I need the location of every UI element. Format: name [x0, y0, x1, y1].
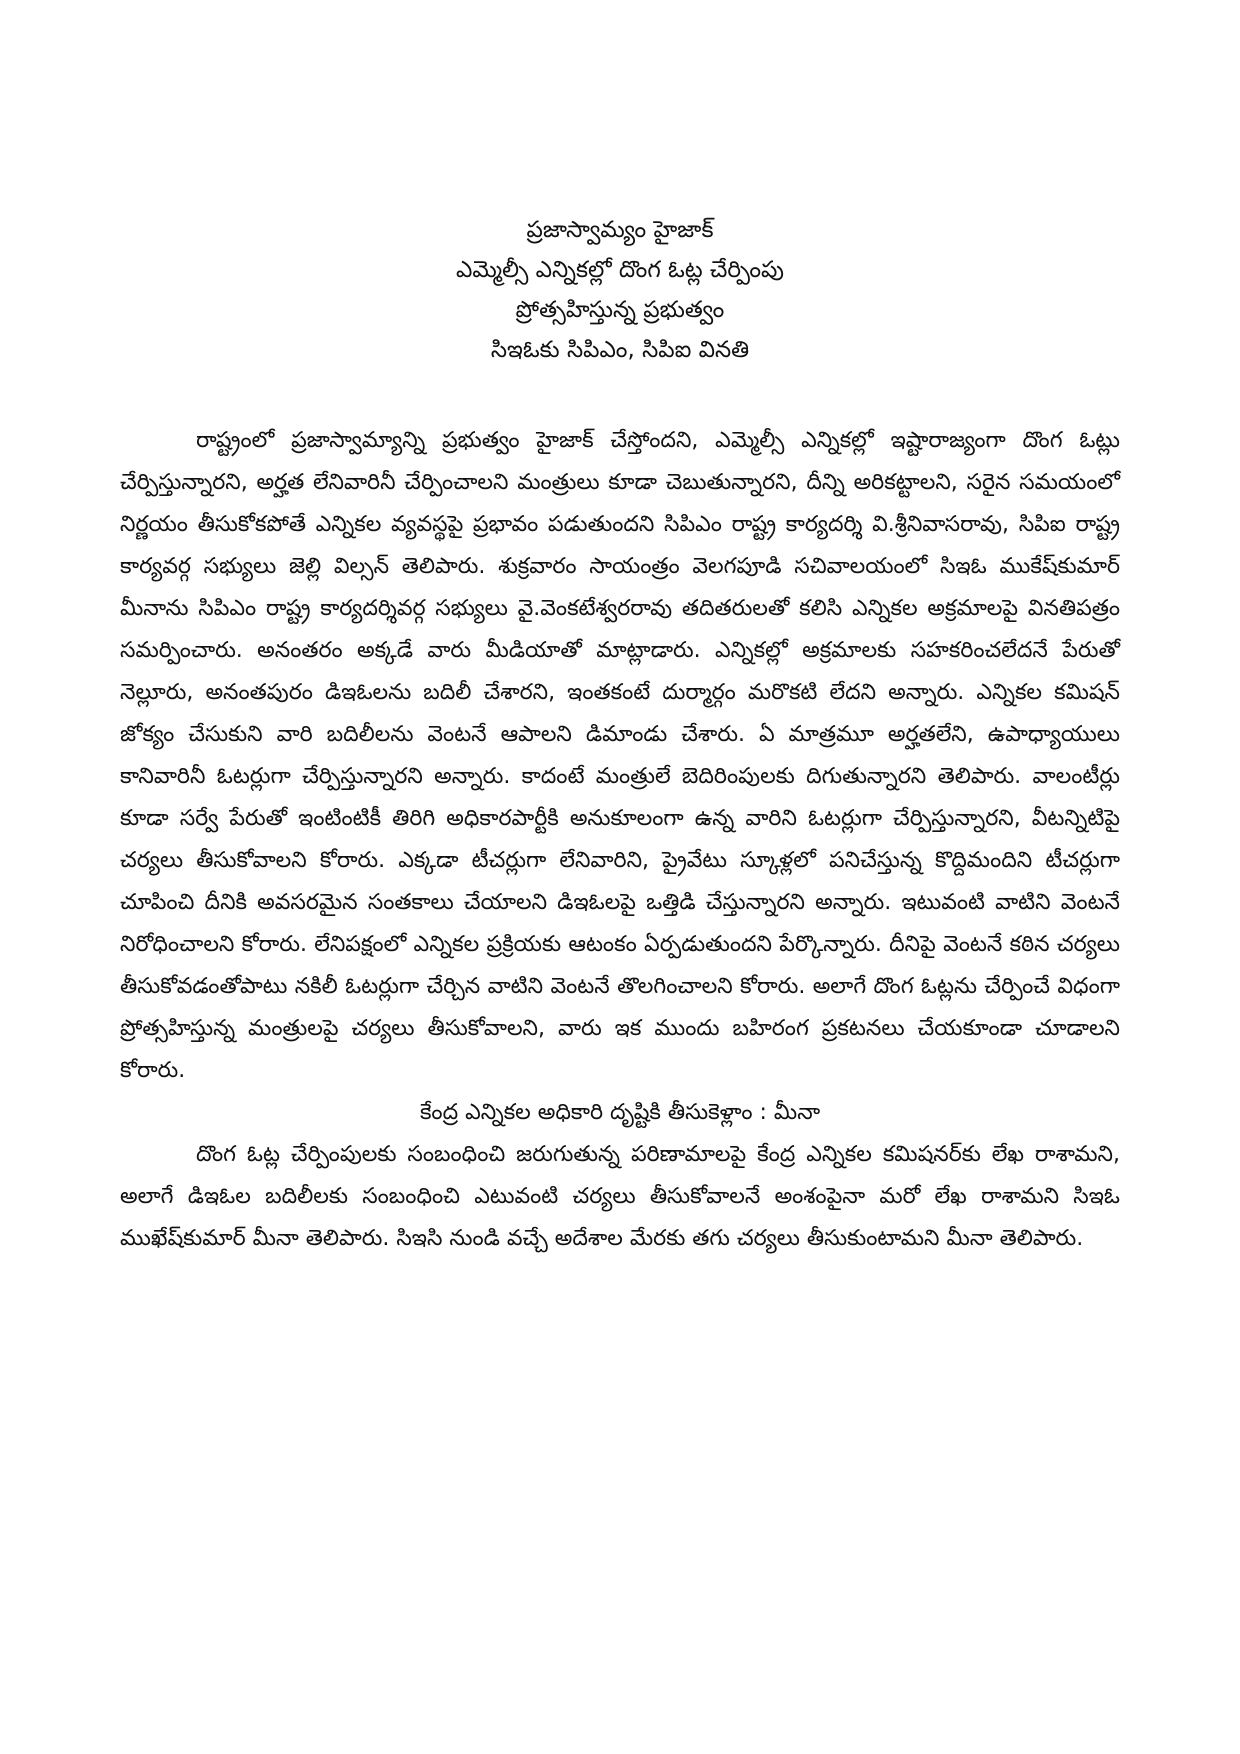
- headline-block: [120, 210, 1120, 370]
- headline-sub-1: ఎమ్మెల్సీ ఎన్నికల్లో దొంగ ఓట్ల చేర్పింపు: [456, 257, 784, 283]
- headline-sub-3: సిఇఓకు సిపిఎం, సిపిఐ వినతి: [490, 337, 750, 363]
- section-subheading: కేంద్ర ఎన్నికల అధికారి దృష్టికి తీసుకెళ్లాం : మీనా: [419, 1100, 821, 1125]
- body-paragraph-2: దొంగ ఓట్ల చేర్పింపులకు సంబంధించి జరుగుతున్న పరిణామాలపై కేంద్ర ఎన్నికల కమిషనర్‌కు లేఖ రాశామని, అలాగే డిఇఓల బదిలీలకు సంబంధించి ఎటువంటి చర్యలు తీసుకోవాలనే అంశంపైనా మరో లేఖ రాశామని సిఇఓ ముఖేష్‌కుమార్ మీనా తెలిపారు. సిఇసి నుండి వచ్చే అదేశాల మేరకు తగు చర్యలు తీసుకుంటామని మీనా తెలిపారు.: [120, 1142, 1120, 1251]
- headline-sub-2: ప్రోత్సహిస్తున్న ప్రభుత్వం: [515, 297, 725, 323]
- headline-main: ప్రజాస్వామ్యం హైజాక్: [526, 217, 714, 243]
- body-paragraph-1: రాష్ట్రంలో ప్రజాస్వామ్యాన్ని ప్రభుత్వం హైజాక్ చేస్తోందని, ఎమ్మెల్సీ ఎన్నికల్లో ఇష్టారాజ్యంగా దొంగ ఓట్లు చేర్పిస్తున్నారని, అర్హత లేనివారినీ చేర్పించాలని మంత్రులు కూడా చెబుతున్నారని, దీన్ని అరికట్టాలని, సరైన సమయంలో నిర్ణయం తీసుకోకపోతే ఎన్నికల వ్యవస్థపై ప్రభావం పడుతుందని సిపిఎం రాష్ట్ర కార్యదర్శి వి.శ్రీనివాసరావు, సిపిఐ రాష్ట్ర కార్యవర్గ సభ్యులు జెల్లి విల్సన్ తెలిపారు. శుక్రవారం సాయంత్రం వెలగపూడి సచివాలయంలో సిఇఓ ముకేష్‌కుమార్ మీనాను సిపిఎం రాష్ట్ర కార్యదర్శివర్గ సభ్యులు వై.వెంకటేశ్వరరావు తదితరులతో కలిసి ఎన్నికల అక్రమాలపై వినతిపత్రం సమర్పించారు. అనంతరం అక్కడే వారు మీడియాతో మాట్లాడారు. ఎన్నికల్లో అక్రమాలకు సహకరించలేదనే పేరుతో నెల్లూరు, అనంతపురం డిఇఓలను బదిలీ చేశారని, ఇంతకంటే దుర్మార్గం మరొకటి లేదని అన్నారు. ఎన్నికల కమిషన్ జోక్యం చేసుకుని వారి బదిలీలను వెంటనే ఆపాలని డిమాండు చేశారు. ఏ మాత్రమూ అర్హతలేని, ఉపాధ్యాయులు కానివారినీ ఓటర్లుగా చేర్పిస్తున్నారని అన్నారు. కాదంటే మంత్రులే బెదిరింపులకు దిగుతున్నారని తెలిపారు. వాలంటీర్లు కూడా సర్వే పేరుతో ఇంటింటికీ తిరిగి అధికారపార్టీకి అనుకూలంగా ఉన్న వారిని ఓటర్లుగా చేర్పిస్తున్నారని, వీటన్నిటిపై చర్యలు తీసుకోవాలని కోరారు. ఎక్కడా టీచర్లుగా లేనివారిని, ప్రైవేటు స్కూళ్లలో పనిచేస్తున్న కొద్దిమందిని టీచర్లుగా చూపించి దీనికి అవసరమైన సంతకాలు చేయాలని డిఇఓలపై ఒత్తిడి చేస్తున్నారని అన్నారు. ఇటువంటి వాటిని వెంటనే నిరోధించాలని కోరారు. లేనిపక్షంలో ఎన్నికల ప్రక్రియకు ఆటంకం ఏర్పడుతుందని పేర్కొన్నారు. దీనిపై వెంటనే కఠిన చర్యలు తీసుకోవడంతోపాటు నకిలీ ఓటర్లుగా చేర్చిన వాటిని వెంటనే తొలగించాలని కోరారు. అలాగే దొంగ ఓట్లను చేర్పించే విధంగా ప్రోత్సహిస్తున్న మంత్రులపై చర్యలు తీసుకోవాలని, వారు ఇక ముందు బహిరంగ ప్రకటనలు చేయకూండా చూడాలని కోరారు.: [120, 428, 1120, 1083]
